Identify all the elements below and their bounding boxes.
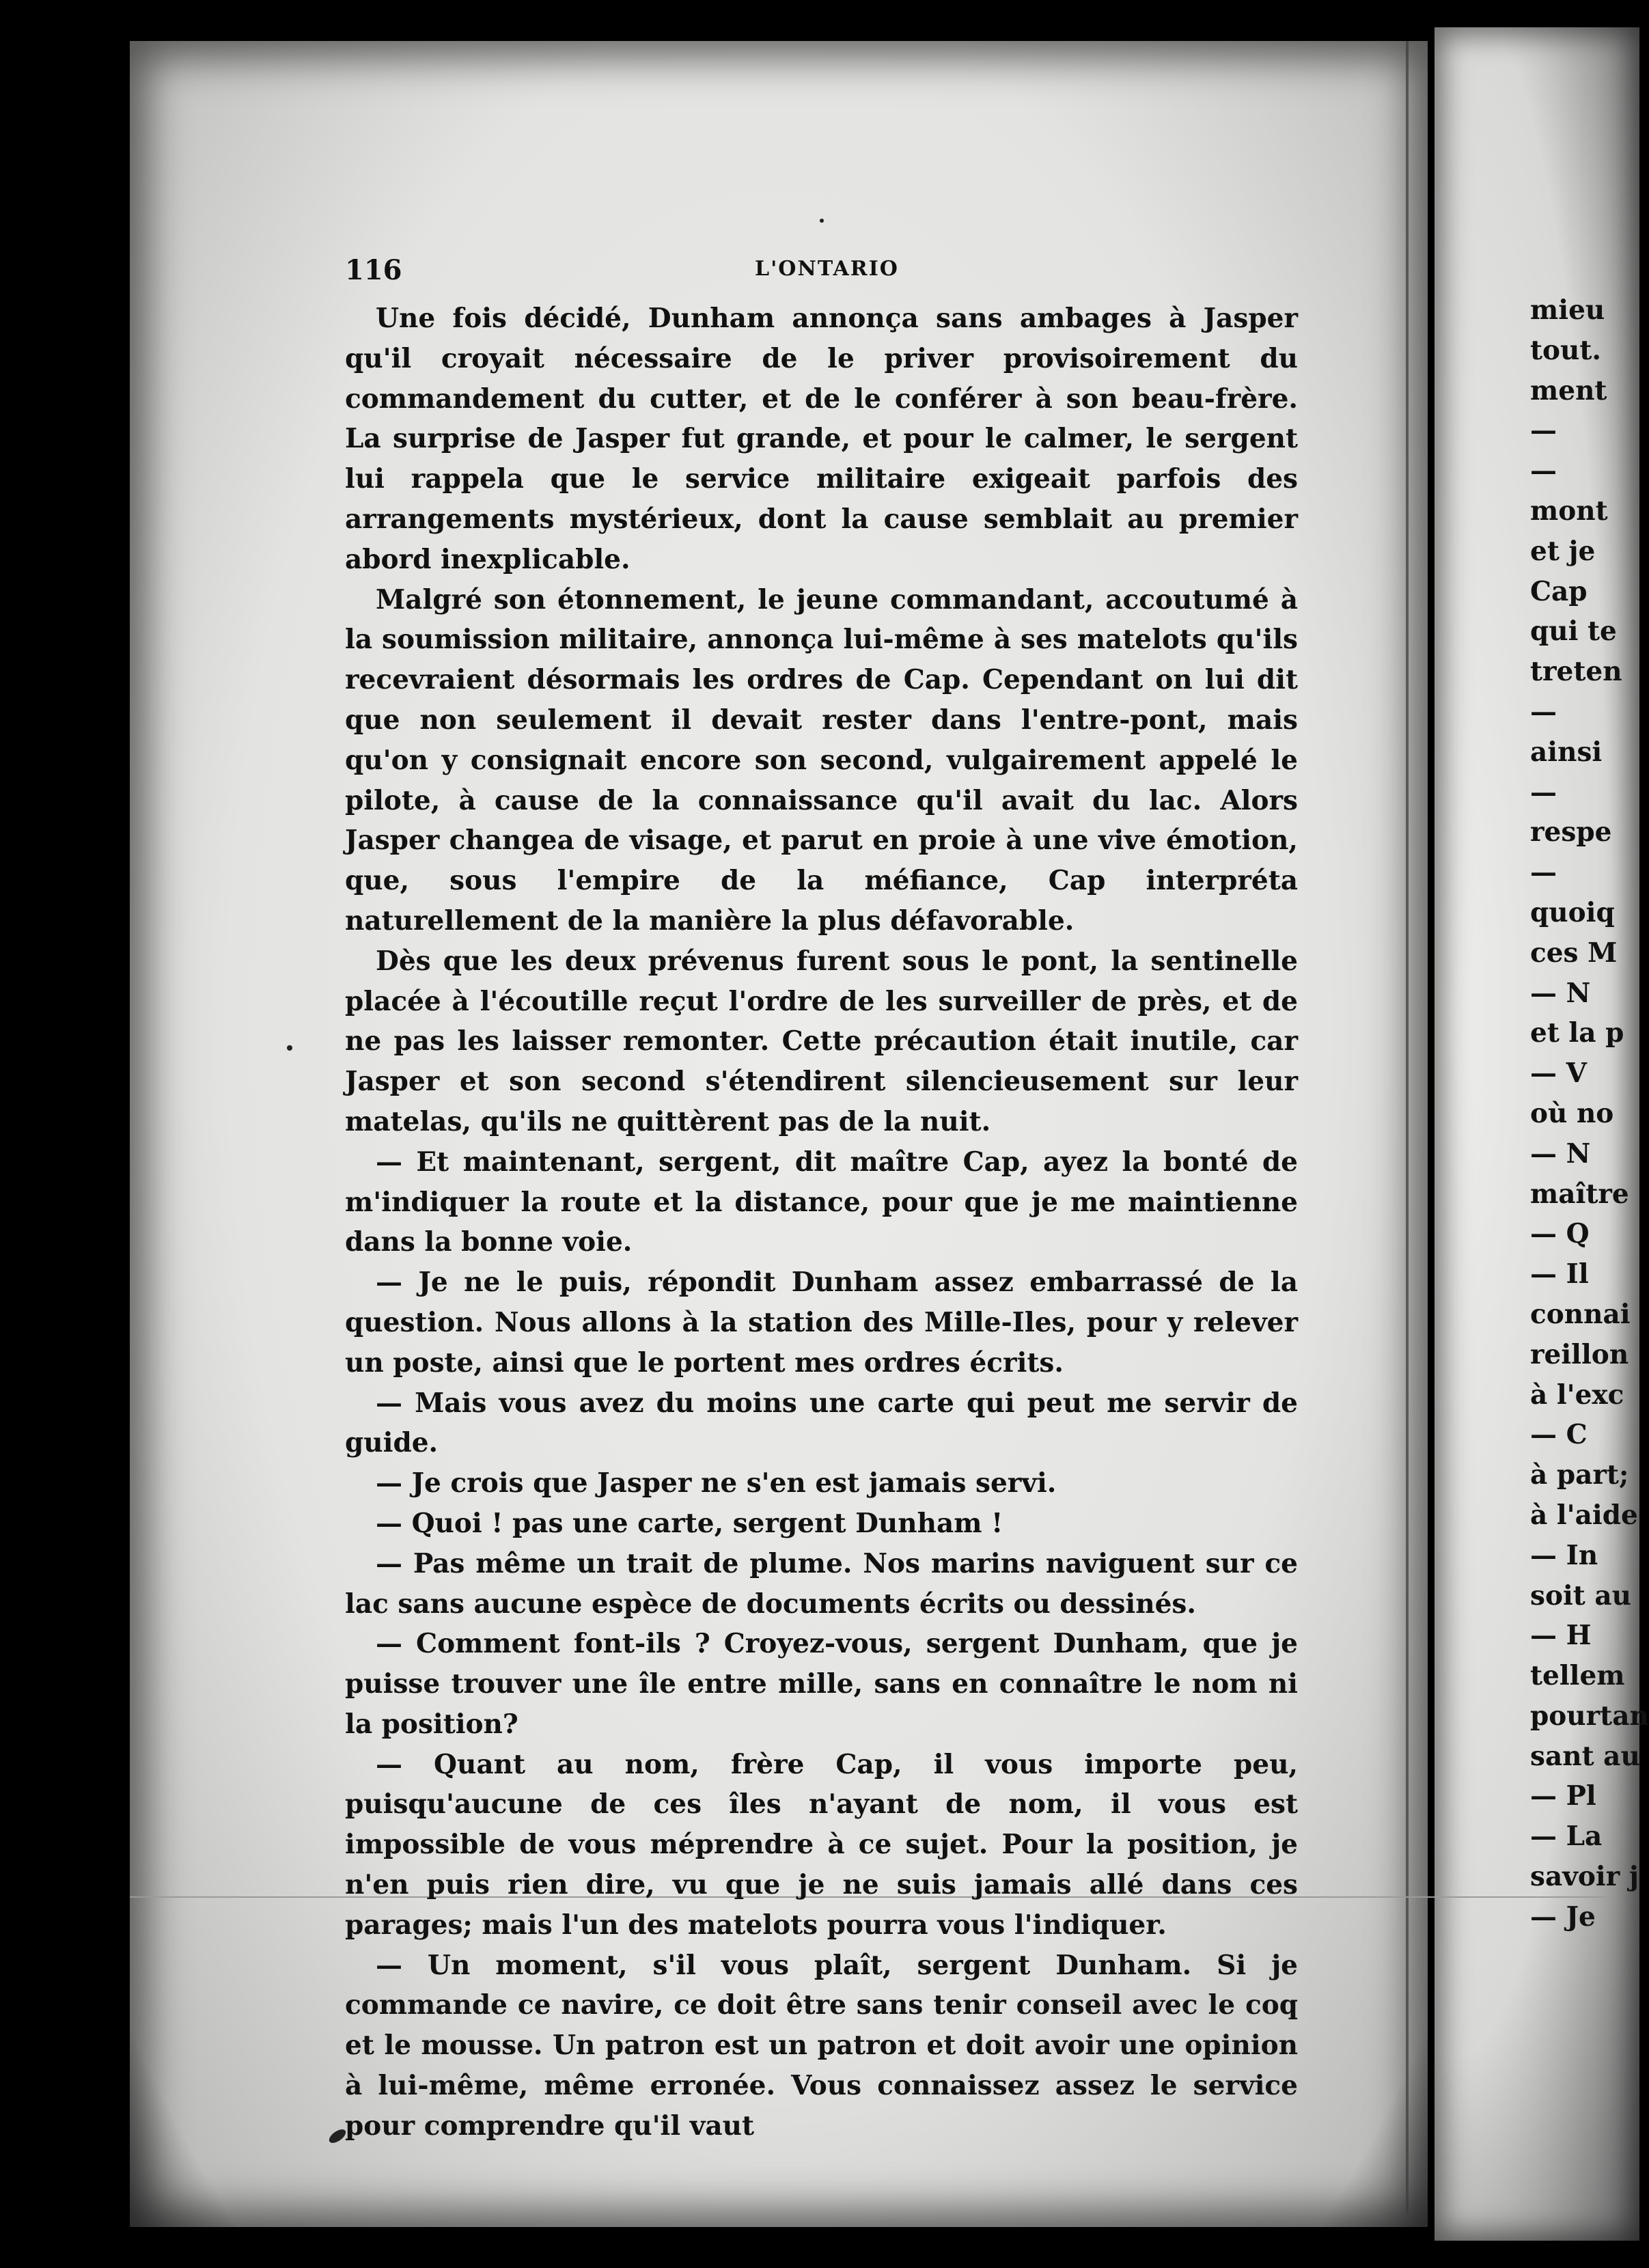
page-fold-shadow (1406, 41, 1409, 2213)
facing-line: maître (1530, 1178, 1629, 1210)
facing-line: — Je (1530, 1900, 1596, 1933)
ink-speck (820, 219, 824, 223)
facing-line: — (1530, 776, 1557, 808)
facing-page-text (1530, 290, 1649, 1937)
paragraph: Dès que les deux prévenus furent sous le pont, la sentinelle placée à l'écoutille reçut l'ordre de les surveiller de près, et de ne pas les laisser remonter. Cette précaution était inutile, car Jasper et son second s'étendirent silencieusement sur leur matelas, qu'ils ne quittèrent pas de la nuit. (345, 945, 1298, 1137)
facing-line: mont (1530, 495, 1608, 527)
facing-line: — V (1530, 1057, 1587, 1090)
facing-line: — Il (1530, 1258, 1589, 1290)
facing-line: — H (1530, 1620, 1592, 1652)
facing-line: tout. (1530, 334, 1601, 366)
facing-line: quoiq (1530, 896, 1615, 928)
facing-line: mieu (1530, 294, 1605, 326)
page-header (345, 254, 1294, 288)
facing-line: et je (1530, 535, 1596, 567)
facing-line: — In (1530, 1539, 1598, 1571)
paragraph: Malgré son étonnement, le jeune commandant, accoutumé à la soumission militaire, annonça lui-même à ses matelots qu'ils recevraient désormais les ordres de Cap. Cependant on lui dit que non seulement il devait rester dans l'entre-pont, mais qu'on y consignait encore son second, vulgairement appelé le pilote, à cause de la connaissance qu'il avait du lac. Alors Jasper changea de visage, et parut en proie à une vive émotion, que, sous l'empire de la méfiance, Cap interpréta naturellement de la manière la plus défavorable. (345, 583, 1298, 937)
paragraph: — Je ne le puis, répondit Dunham assez embarrassé de la question. Nous allons à la station des Mille-Iles, pour y relever un poste, ainsi que le portent mes ordres écrits. (345, 1267, 1298, 1379)
facing-line: à part; (1530, 1459, 1629, 1491)
ink-speck (287, 1045, 292, 1051)
paragraph: — Un moment, s'il vous plaît, sergent Dunham. Si je commande ce navire, ce doit être sans tenir conseil avec le coq et le mousse. Un patron est un patron et doit avoir une opinion à lui-même, même erronée. Vous connaissez assez le service pour comprendre qu'il vaut (345, 1949, 1298, 2142)
paragraph: — Comment font-ils ? Croyez-vous, sergent Dunham, que je puisse trouver une île entre mille, sans en connaître le nom ni la position? (345, 1628, 1298, 1740)
facing-line: soit au (1530, 1579, 1632, 1612)
facing-line: ment (1530, 374, 1607, 406)
paragraph: — Je crois que Jasper ne s'en est jamais servi. (376, 1467, 1057, 1499)
facing-line: reillon (1530, 1338, 1629, 1370)
facing-line: — N (1530, 1137, 1591, 1170)
facing-line: — (1530, 455, 1557, 487)
paragraph: — Pas même un trait de plume. Nos marins naviguent sur ce lac sans aucune espèce de documents écrits ou dessinés. (345, 1547, 1298, 1620)
paragraph: — Quant au nom, frère Cap, il vous importe peu, puisqu'aucune de ces îles n'ayant de nom, il vous est impossible de vous méprendre à ce sujet. Pour la position, je n'en puis rien dire, vu que je ne suis jamais allé dans ces parages; mais l'un des matelots pourra vous l'indiquer. (345, 1748, 1298, 1941)
facing-line: Cap (1530, 575, 1588, 607)
paragraph: — Quoi ! pas une carte, sergent Dunham ! (376, 1507, 1003, 1539)
facing-line: à l'exc (1530, 1379, 1624, 1411)
facing-line: — (1530, 857, 1557, 889)
body-text (345, 299, 1298, 2146)
facing-line: — Pl (1530, 1780, 1596, 1812)
facing-line: où no (1530, 1097, 1614, 1129)
running-title: L'ONTARIO (755, 257, 899, 281)
facing-line: respe (1530, 816, 1612, 848)
paragraph: Une fois décidé, Dunham annonça sans ambages à Jasper qu'il croyait nécessaire de le priver provisoirement du commandement du cutter, et de le conférer à son beau-frère. La surprise de Jasper fut grande, et pour le calmer, le sergent lui rappela que le service militaire exigeait parfois des arrangements mystérieux, dont la cause semblait au premier abord inexplicable. (345, 303, 1298, 575)
facing-line: ainsi (1530, 736, 1603, 768)
facing-line: — (1530, 415, 1557, 447)
facing-line: savoir j (1530, 1861, 1639, 1893)
paragraph: — Mais vous avez du moins une carte qui peut me servir de guide. (345, 1387, 1298, 1459)
facing-line: connai (1530, 1298, 1631, 1330)
facing-line: treten (1530, 656, 1622, 688)
facing-line: — La (1530, 1821, 1603, 1853)
facing-line: ces M (1530, 937, 1618, 969)
facing-line: — C (1530, 1419, 1588, 1451)
facing-line: et la p (1530, 1017, 1624, 1049)
facing-line: tellem (1530, 1660, 1625, 1692)
facing-line: à l'aide (1530, 1499, 1638, 1531)
facing-line: — N (1530, 977, 1591, 1009)
paragraph: — Et maintenant, sergent, dit maître Cap, ayez la bonté de m'indiquer la route et la distance, pour que je me maintienne dans la bonne voie. (345, 1146, 1298, 1258)
facing-line: pourtan (1530, 1700, 1649, 1732)
page-number: 116 (345, 254, 402, 286)
facing-line: qui te (1530, 616, 1617, 648)
facing-line: sant au (1530, 1740, 1640, 1772)
facing-line: — (1530, 695, 1557, 728)
facing-line: — Q (1530, 1218, 1590, 1250)
